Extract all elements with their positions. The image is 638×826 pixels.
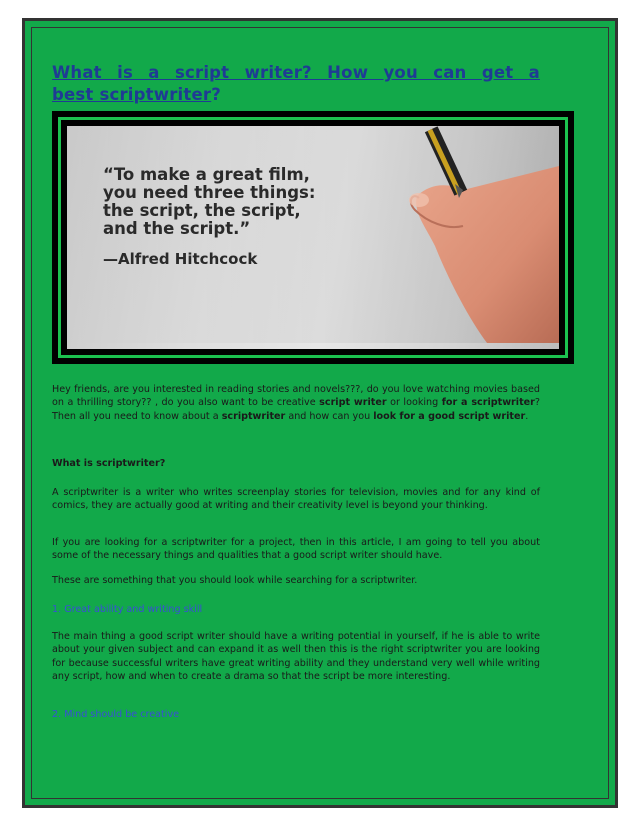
list-item-2-link[interactable]: 2. Mind should be creative [52, 709, 180, 720]
keyword-for-a-scriptwriter: for a scriptwriter [441, 397, 535, 409]
title-line-1: What is a script writer? How you can get a [52, 63, 540, 82]
main-quality-paragraph: The main thing a good script writer should have a writing potential in yourself, if he is able to write about your given subject and can expand it as well then this is the right scriptwriter you are looking for because successful writers have great writing ability and they understand very well while writing any script, how and when to create a drama so that the script be more interesting. [52, 631, 540, 683]
quote-line: and the script.” [103, 219, 251, 238]
quote-image-green-border [58, 117, 568, 358]
quote-text [103, 166, 315, 238]
intro-text: ? Then all you need to know about a [52, 397, 540, 422]
intro-text: or looking [386, 397, 442, 409]
keyword-script-writer: script writer [319, 397, 387, 409]
intro-text: Hey friends, are you interested in reading stories and novels???, do you love watching movies based on a thrilling story?? , do you also want to be creative [52, 384, 540, 409]
quote-line: “To make a great film, [103, 165, 310, 184]
these-paragraph: These are something that you should look while searching for a scriptwriter. [52, 575, 418, 586]
quote-line: the script, the script, [103, 201, 301, 220]
quote-photo [67, 126, 559, 349]
looking-paragraph: If you are looking for a scriptwriter for a project, then in this article, I am going to tell you about some of the necessary things and qualities that a good script writer should have. [52, 537, 540, 562]
intro-text: . [525, 410, 529, 422]
title-question-mark: ? [211, 85, 221, 104]
definition-paragraph: A scriptwriter is a writer who writes screenplay stories for television, movies and for any kind of comics, they are actually good at writing and their creativity level is beyond your thinking. [52, 487, 540, 512]
title-link-best-scriptwriter[interactable]: best scriptwriter [52, 85, 212, 104]
intro-paragraph [52, 383, 540, 423]
quote-attribution: —Alfred Hitchcock [103, 250, 258, 268]
quote-line: you need three things: [103, 183, 316, 202]
section-heading-what-is-scriptwriter: What is scriptwriter? [52, 458, 166, 469]
intro-text: and how can you [285, 410, 374, 422]
list-item-1-link[interactable]: 1. Great ability and writing skill [52, 604, 203, 615]
keyword-scriptwriter: scriptwriter [221, 410, 286, 422]
article-title [52, 62, 540, 106]
quote-image-frame [52, 111, 574, 364]
keyword-look-for-a-good-script-writer: look for a good script writer [373, 410, 526, 422]
